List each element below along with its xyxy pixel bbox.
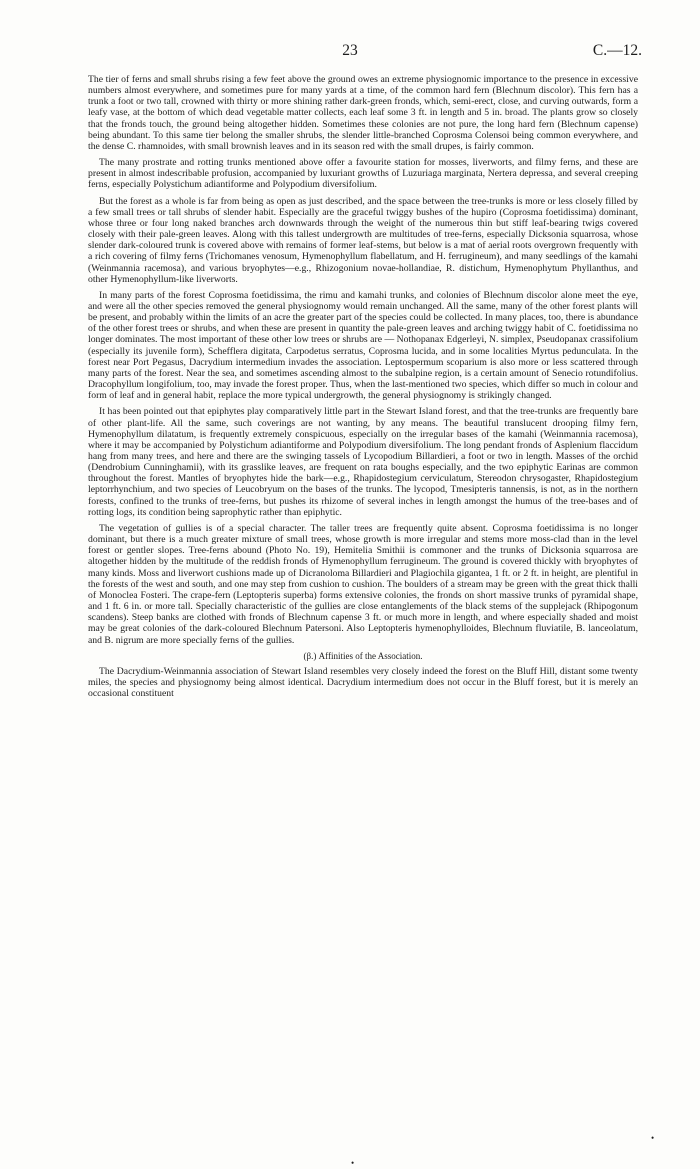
section-subheading: (β.) Affinities of the Association. [303, 650, 423, 661]
paragraph-hard-fern: The tier of ferns and small shrubs rising a few feet above the ground owes an extreme physiognomic importance to the presence in excessive numbers almost everywhere, and sometimes pure for many yards at a time, of the common hard fern (Blechnum discolor). This fern has a trunk a foot or two tall, crowned with thirty or more shining rather dark-green fronds, which, semi-erect, close, and curving outwards, form a leafy vase, at the bottom of which dead vegetable matter collects, each leaf some 3 ft. in length and 5 in. broad. The plants grow so closely that the fronds touch, the ground being altogether hidden. Sometimes these colonies are not pure, the long hard fern (Blechnum capense) being abundant. To this same tier belong the smaller shrubs, the slender little-branched Coprosma Colensoi being common everywhere, and the dense C. rhamnoides, with small brownish leaves and in its season red with the small drupes, is fairly common. [88, 74, 638, 152]
paragraph-undergrowth: But the forest as a whole is far from being as open as just described, and the space between the tree-trunks is more or less closely filled by a few small trees or tall shrubs of slender habit. Especially are the graceful twiggy bushes of the hupiro (Coprosma foetidissima) dominant, whose three or four long naked branches arch downwards through the weight of the numerous thin but stiff leaf-bearing twigs covered closely with their pale-green leaves. Along with this tallest undergrowth are multitudes of tree-ferns, especially Dicksonia squarrosa, whose slender dark-coloured trunk is covered above with remains of former leaf-stems, but below is a mat of aerial roots overgrown frequently with a rich covering of filmy ferns (Trichomanes venosum, Hymenophyllum flabellatum, and H. ferrugineum), and many seedlings of the kamahi (Weinmannia racemosa), and various bryophytes—e.g., Rhizogonium novae-hollandiae, R. distichum, Hymenophytum Phyllanthus, and other Hymenophyllum-like liverworts. [88, 195, 638, 285]
paragraph-epiphytes: It has been pointed out that epiphytes play comparatively little part in the Stewart Island forest, and that the tree-trunks are frequently bare of other plant-life. All the same, such coverings are not wanting, by any means. The beautiful translucent drooping filmy fern, Hymenophyllum dilatatum, is frequently extremely conspicuous, especially on the irregular bases of the kamahi (Weinmannia racemosa), where it may be accompanied by Polystichum adiantiforme and Polypodium diversifolium. The long pendant fronds of Asplenium flaccidum hang from many trees, and here and there are the swinging tassels of Lycopodium Billardieri, a foot or two in length. Masses of the orchid (Dendrobium Cunninghamii), with its grasslike leaves, are frequent on rata boughs especially, and the two epiphytic Earinas are common throughout the forest. Mantles of bryophytes hide the bark—e.g., Rhapidostegium cerviculatum, Stereodon chrysogaster, Rhapidostegium leptorrhynchium, and two species of Leucobryum on the bases of the trunks. The lycopod, Tmesipteris tannensis, is not, as in the northern forests, confined to the trunks of tree-ferns, but pushes its rhizome of several inches in length amongst the humus of the tree-bases and of rotting logs, its condition being saprophytic rather than epiphytic. [88, 406, 638, 518]
paragraph-forest-parts: In many parts of the forest Coprosma foetidissima, the rimu and kamahi trunks, and colonies of Blechnum discolor alone meet the eye, and were all the other species removed the general physiognomy would remain unchanged. All the same, many of the other forest plants will be present, and probably within the limits of an acre the greater part of the species could be collected. In many places, too, there is abundance of the other forest trees or shrubs, and when these are present in quantity the pale-green leaves and arching twiggy habit of C. foetidissima no longer dominates. The most important of these other low trees or shrubs are — Nothopanax Edgerleyi, N. simplex, Pseudopanax crassifolium (especially its juvenile form), Schefflera digitata, Carpodetus serratus, Coprosma lucida, and in some localities Myrtus pedunculata. In the forest near Port Pegasus, Dacrydium intermedium invades the association. Leptospermum scoparium is also more or less scattered through many parts of the forest. Near the sea, and sometimes ascending almost to the subalpine region, is a certain amount of Senecio rotundifolius. Dracophyllum longifolium, too, may invade the forest proper. Thus, when the last-mentioned two species, which differ so much in colour and form of leaf and in general habit, replace the more typical undergrowth, the general physiognomy is strikingly changed. [88, 289, 638, 402]
document-reference: C.—12. [592, 42, 642, 59]
edge-mark: • [651, 1133, 655, 1143]
paragraph-affinities: The Dacrydium-Weinmannia association of Stewart Island resembles very closely indeed the forest on the Bluff Hill, distant some twenty miles, the species and physiognomy being almost identical. Dacrydium intermedium does not occur in the Bluff forest, but it is merely an occasional constituent [88, 665, 638, 700]
page-number: 23 [342, 42, 358, 59]
body-text [88, 74, 638, 704]
paragraph-prostrate-trunks: The many prostrate and rotting trunks mentioned above offer a favourite station for mosses, liverworts, and filmy ferns, and these are present in almost indescribable profusion, accompanied by luxuriant growths of Luzuriaga marginata, Nertera depressa, and several creeping ferns, especially Polystichum adiantiforme and Polypodium diversifolium. [88, 157, 638, 191]
page-header [0, 42, 700, 62]
footer-mark: • [351, 1158, 355, 1168]
paragraph-gullies: The vegetation of gullies is of a special character. The taller trees are frequently quite absent. Coprosma foetidissima is no longer dominant, but there is a much greater mixture of small trees, whose growth is more irregular and stems more moss-clad than in the level forest or gentler slopes. Tree-ferns abound (Photo No. 19), Hemitelia Smithii is commoner and the trunks of Dicksonia squarrosa are altogether hidden by the multitude of the reddish fronds of Hymenophyllum ferrugineum. The ground is covered thickly with bryophytes of many kinds. Moss and liverwort cushions made up of Dicranoloma Billardieri and Plagiochila gigantea, 1 ft. or 2 ft. in height, are plentiful in the forests of the west and south, and one may step from cushion to cushion. The boulders of a stream may be green with the great thick thalli of Monoclea Fosteri. The crape-fern (Leptopteris superba) forms extensive colonies, the fronds on short massive trunks of pyramidal shape, and 1 ft. 6 in. or more tall. Specially characteristic of the gullies are close entanglements of the black stems of the supplejack (Rhipogonum scandens). Steep banks are clothed with fronds of Blechnum capense 3 ft. or much more in length, and where especially shaded and moist may be great colonies of the dark-coloured Blechnum Patersoni. Also Leptopteris hymenophylloides, Blechnum fluviatile, B. lanceolatum, and B. nigrum are more specially ferns of the gullies. [88, 522, 638, 646]
